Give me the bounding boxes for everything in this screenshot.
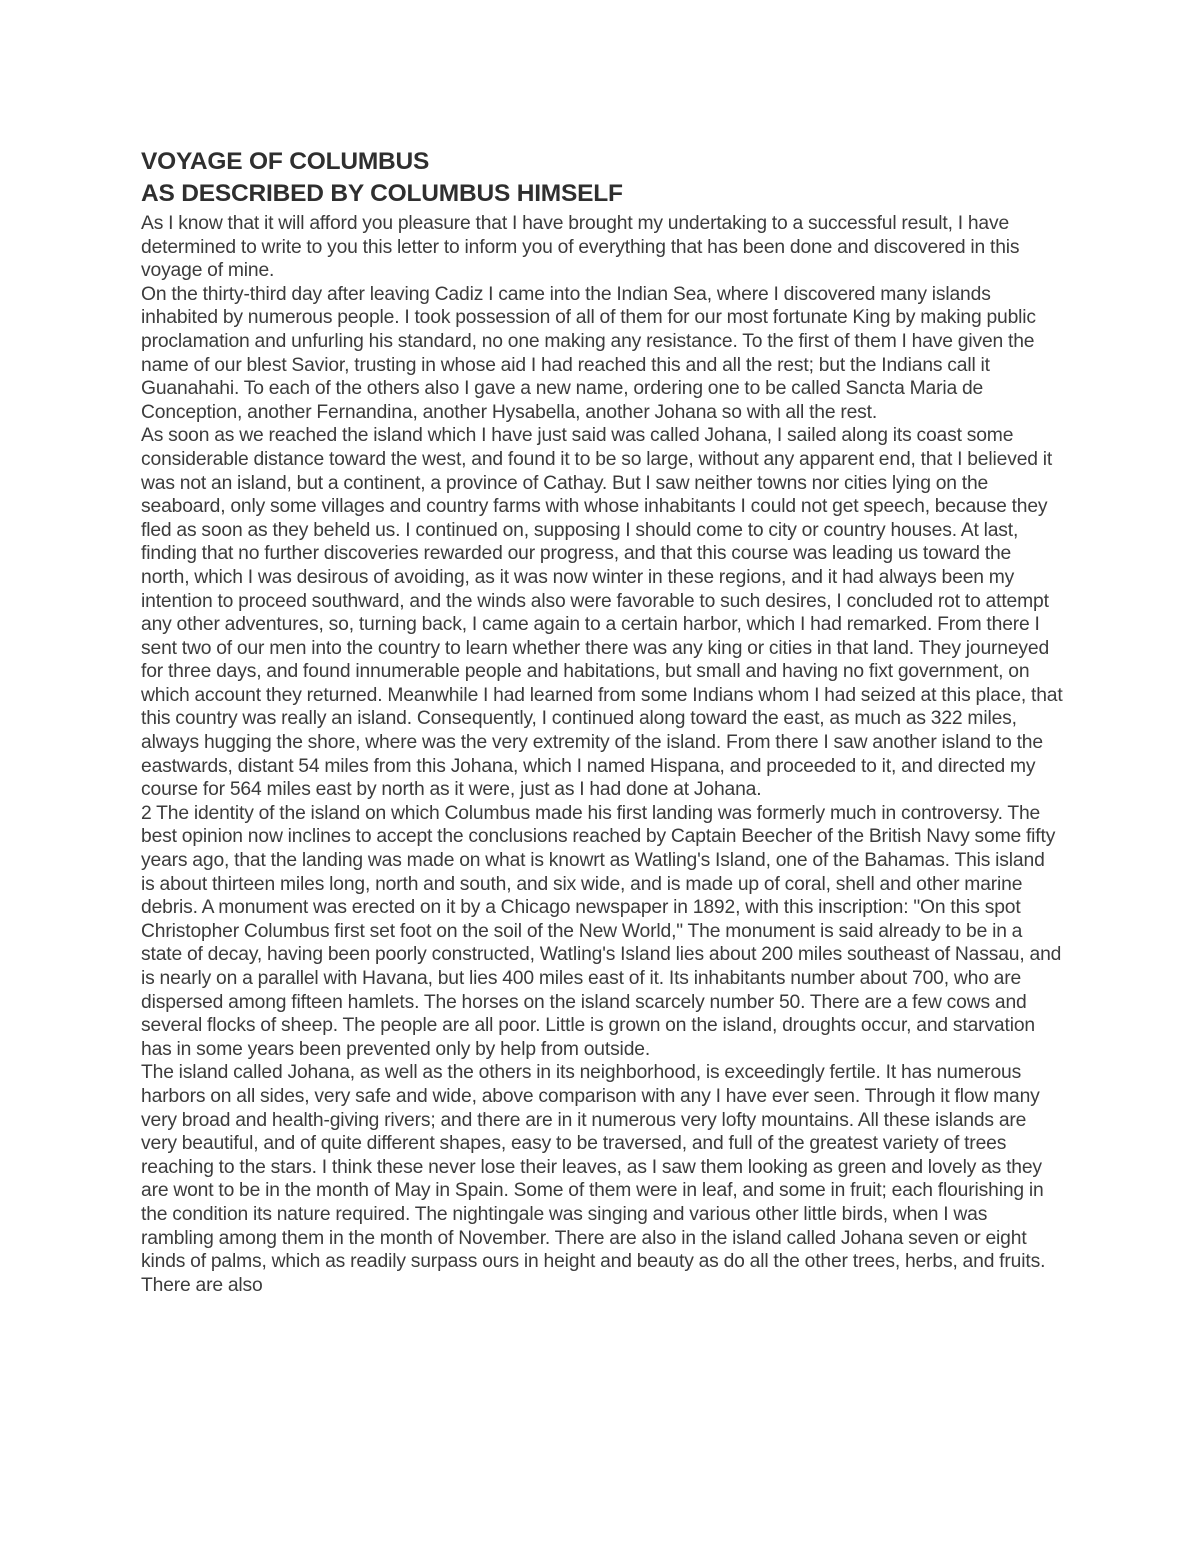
document-subtitle: AS DESCRIBED BY COLUMBUS HIMSELF (141, 180, 623, 207)
paragraph-footnote: 2 The identity of the island on which Columbus made his first landing was formerly much in controversy. The best opinion now inclines to accept the conclusions reached by Captain Beecher of the British Navy some fifty years ago, that the landing was made on what is knowrt as Watling's Island, one of the Bahamas. This island is about thirteen miles long, north and south, and six wide, and is made up of coral, shell and other marine debris. A monument was erected on it by a Chicago newspaper in 1892, with this inscription: "On this spot Christopher Columbus first set foot on the soil of the New World," The monument is said already to be in a state of decay, having been poorly constructed, Watling's Island lies about 200 miles southeast of Nassau, and is nearly on a parallel with Havana, but lies 400 miles east of it. Its inhabitants number about 700, who are dispersed among fifteen hamlets. The horses on the island scarcely number 50. There are a few cows and several flocks of sheep. The people are all poor. Little is grown on the island, droughts occur, and starvation has in some years been prevented only by help from outside. (141, 802, 1062, 1060)
document-page (141, 146, 1063, 1297)
paragraph-johana-coast: As soon as we reached the island which I have just said was called Johana, I sailed along its coast some considerable distance toward the west, and found it to be so large, without any apparent end, that I believed it was not an island, but a continent, a province of Cathay. But I saw neither towns nor cities lying on the seaboard, only some villages and country farms with whose inhabitants I could not get speech, because they fled as soon as they beheld us. I continued on, supposing I should come to city or country houses. At last, finding that no further discoveries rewarded our progress, and that this course was leading us toward the north, which I was desirous of avoiding, as it was now winter in these regions, and it had always been my intention to proceed southward, and the winds also were favorable to such desires, I concluded rot to attempt any other adventures, so, turning back, I came again to a certain harbor, which I had remarked. From there I sent two of our men into the country to learn whether there was any king or cities in that land. They journeyed for three days, and found innumerable people and habitations, but small and having no fixt government, on which account they returned. Meanwhile I had learned from some Indians whom I had seized at this place, that this country was really an island. Consequently, I continued along toward the east, as much as 322 miles, always hugging the shore, where was the very extremity of the island. From there I saw another island to the eastwards, distant 54 miles from this Johana, which I named Hispana, and proceeded to it, and directed my course for 564 miles east by north as it were, just as I had done at Johana. (141, 425, 1063, 801)
document-title: VOYAGE OF COLUMBUS (141, 148, 430, 175)
paragraph-intro: As I know that it will afford you pleasure that I have brought my undertaking to a successful result, I have determined to write to you this letter to inform you of everything that has been done and discovered in this voyage of mine. (141, 213, 1020, 282)
paragraph-johana-fertile: The island called Johana, as well as the others in its neighborhood, is exceedingly fertile. It has numerous harbors on all sides, very safe and wide, above comparison with any I have ever seen. Through it flow many very broad and health-giving rivers; and there are in it numerous very lofty mountains. All these islands are very beautiful, and of quite different shapes, easy to be traversed, and full of the greatest variety of trees reaching to the stars. I think these never lose their leaves, as I saw them looking as green and lovely as they are wont to be in the month of May in Spain. Some of them were in leaf, and some in fruit; each flourishing in the condition its nature required. The nightingale was singing and various other little birds, when I was rambling among them in the month of November. There are also in the island called Johana seven or eight kinds of palms, which as readily surpass ours in height and beauty as do all the other trees, herbs, and fruits. There are also (141, 1062, 1046, 1296)
paragraph-arrival: On the thirty-third day after leaving Cadiz I came into the Indian Sea, where I discovered many islands inhabited by numerous people. I took possession of all of them for our most fortunate King by making public proclamation and unfurling his standard, no one making any resistance. To the first of them I have given the name of our blest Savior, trusting in whose aid I had reached this and all the rest; but the Indians call it Guanahahi. To each of the others also I gave a new name, ordering one to be called Sancta Maria de Conception, another Fernandina, another Hysabella, another Johana so with all the rest. (141, 283, 1036, 423)
